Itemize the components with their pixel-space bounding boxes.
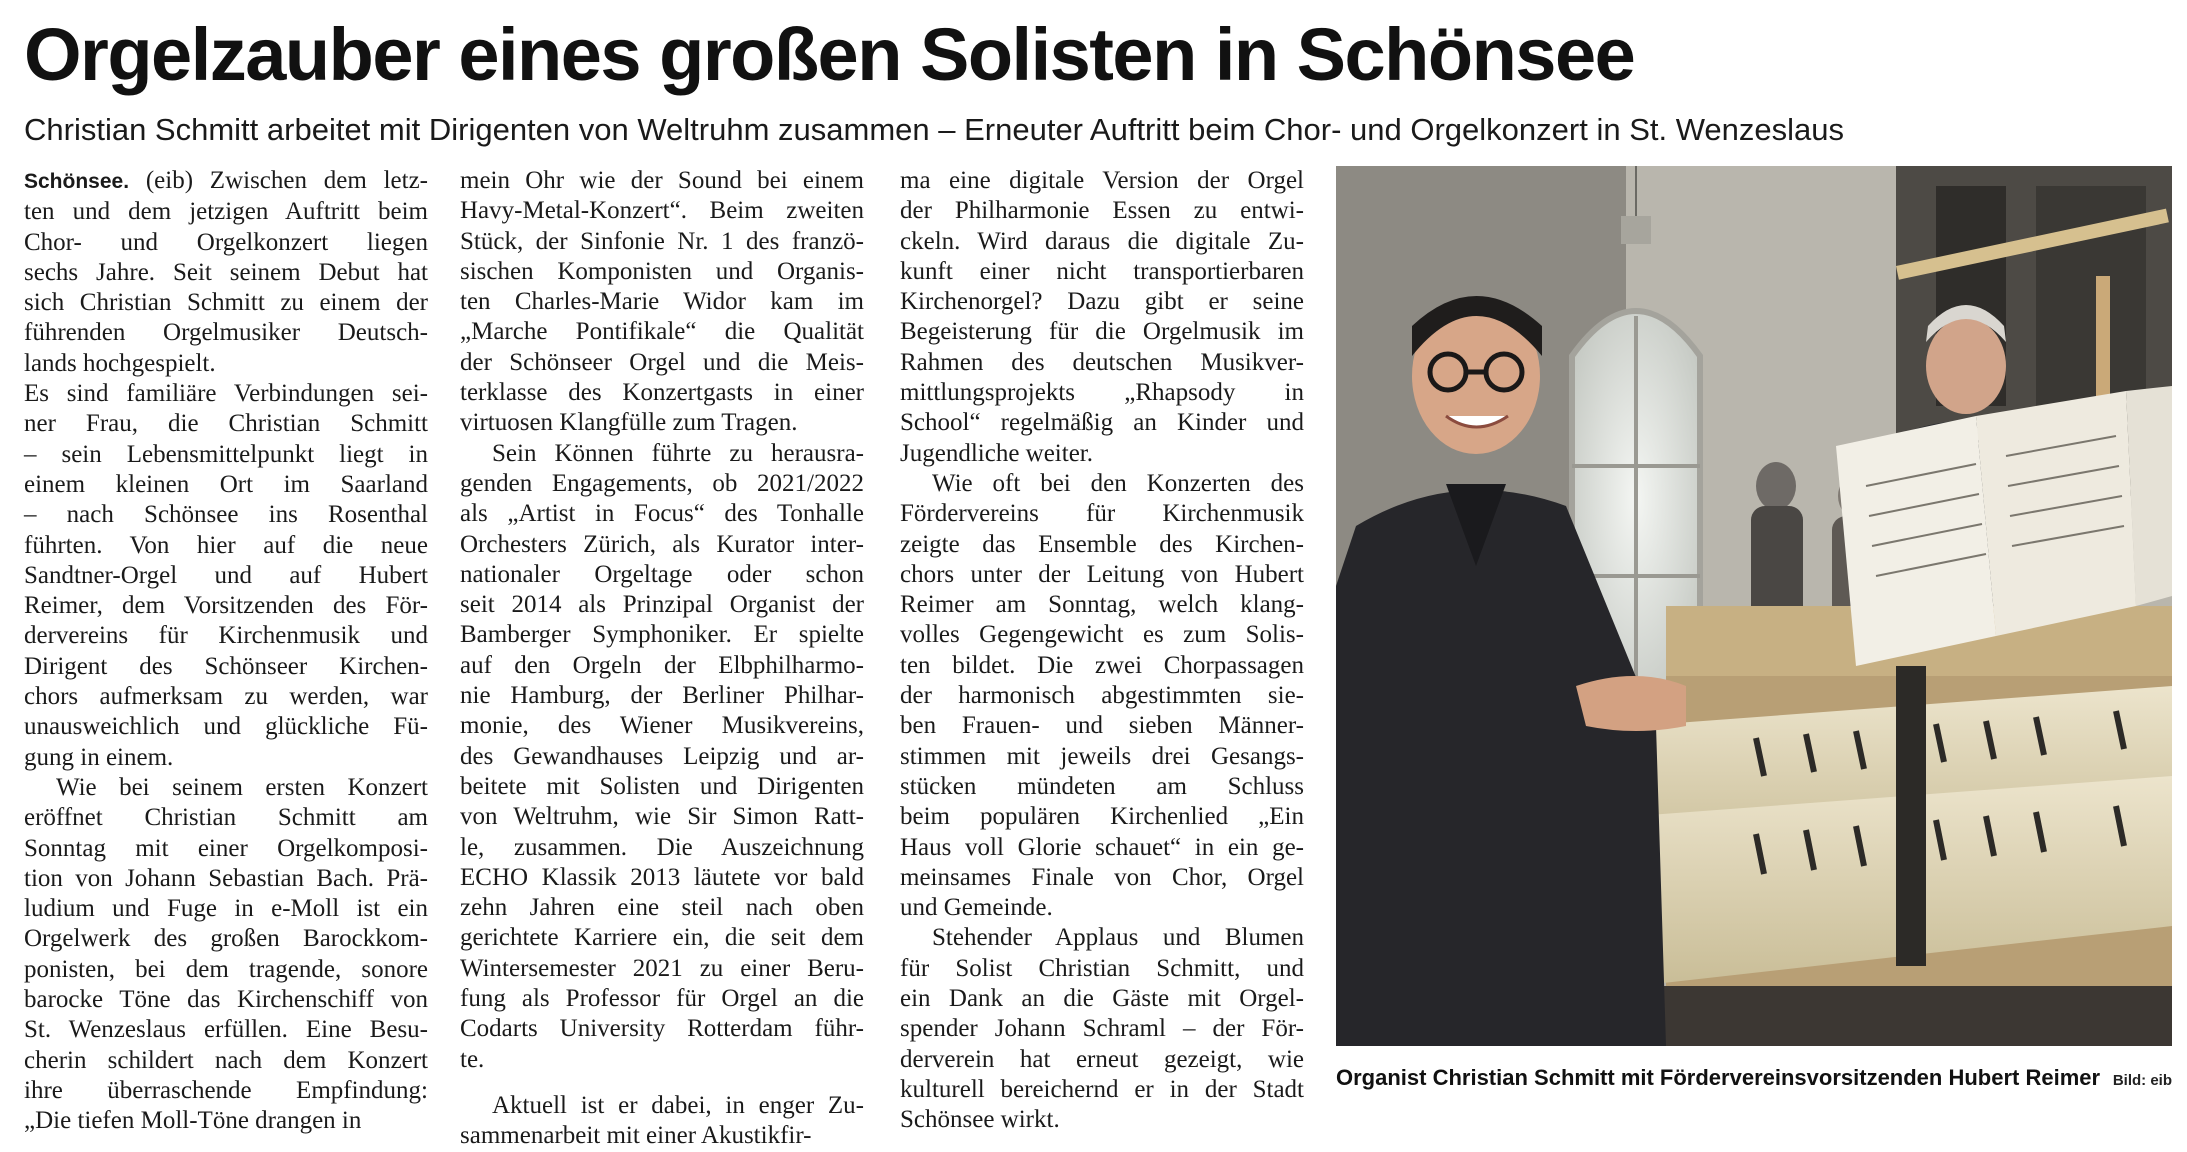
- article-line: Rahmen des deutschen Musikver-: [900, 348, 1304, 376]
- article-line: ihre überraschende Empfindung:: [24, 1076, 428, 1104]
- article-line: sich Christian Schmitt zu einem der: [24, 289, 428, 317]
- article-column-3: [900, 166, 1304, 1136]
- article-line: ein Dank an die Gäste mit Orgel-: [900, 985, 1304, 1013]
- article-line: Havy-Metal-Konzert“. Beim zweiten: [460, 197, 864, 225]
- article-line: Jugendliche weiter.: [900, 439, 1093, 467]
- article-line: ben Frauen- und sieben Männer-: [900, 712, 1304, 740]
- article-line: Dirigent des Schönseer Kirchen-: [24, 652, 428, 680]
- photo-illustration: [1336, 166, 2172, 1046]
- article-line: virtuosen Klangfülle zum Tragen.: [460, 409, 798, 437]
- article-line: sischen Komponisten und Organis-: [460, 257, 864, 285]
- article-line: ludium und Fuge in e-Moll ist ein: [24, 895, 428, 923]
- article-line: mein Ohr wie der Sound bei einem: [460, 167, 864, 194]
- article-line: stimmen mit jeweils drei Gesangs-: [900, 742, 1304, 770]
- article-line: Begeisterung für die Orgelmusik im: [900, 318, 1304, 346]
- article-line: meinsames Finale von Chor, Orgel: [900, 863, 1304, 891]
- article-line: auf den Orgeln der Elbphilharmo-: [460, 651, 864, 679]
- article-line: terklasse des Konzertgasts in einer: [460, 379, 864, 407]
- article-line: volles Gegengewicht es zum Solis-: [900, 621, 1304, 649]
- article-line: derverein hat erneut gezeigt, wie: [900, 1045, 1304, 1073]
- article-line: chors unter der Leitung von Hubert: [900, 560, 1304, 588]
- article-line: Reimer am Sonntag, welch klang-: [900, 591, 1304, 619]
- article-line: sammenarbeit mit einer Akustikfir-: [460, 1122, 812, 1150]
- article-line: lands hochgespielt.: [24, 349, 216, 377]
- article-line: spender Johann Schraml – der För-: [900, 1015, 1304, 1043]
- article-line: gerichtete Karriere ein, die seit dem: [460, 924, 864, 952]
- article-line: chors aufmerksam zu werden, war: [24, 683, 428, 711]
- article-line: le, zusammen. Die Auszeichnung: [460, 833, 864, 861]
- article-line: des Gewandhauses Leipzig und ar-: [460, 742, 864, 770]
- article-line: ma eine digitale Version der Orgel: [900, 167, 1304, 194]
- article-line: tion von Johann Sebastian Bach. Prä-: [24, 864, 428, 892]
- article-column-1: [24, 166, 428, 1137]
- article-line: Wintersemester 2021 zu einer Beru-: [460, 954, 864, 982]
- article-line: Bamberger Symphoniker. Er spielte: [460, 621, 864, 649]
- article-line: Stück, der Sinfonie Nr. 1 des franzö-: [460, 227, 864, 255]
- photo-sheet-music: [1836, 416, 1996, 666]
- article-line: ckeln. Wird daraus die digitale Zu-: [900, 227, 1304, 255]
- article-line: der Philharmonie Essen zu entwi-: [900, 197, 1304, 225]
- article-line: monie, des Wiener Musikvereins,: [460, 712, 864, 740]
- article-line: beitete mit Solisten und Dirigenten: [460, 772, 864, 800]
- article-line: der harmonisch abgestimmten sie-: [900, 682, 1304, 710]
- article-line: als „Artist in Focus“ des Tonhalle: [460, 500, 864, 528]
- article-line: Fördervereins für Kirchenmusik: [900, 500, 1304, 528]
- article-line: gung in einem.: [24, 743, 174, 771]
- article-line: dervereins für Kirchenmusik und: [24, 622, 428, 650]
- article-line: Chor- und Orgelkonzert liegen: [24, 228, 428, 256]
- photo-standing-man: [1926, 318, 2006, 414]
- article-line: seit 2014 als Prinzipal Organist der: [460, 591, 864, 619]
- article-line: ECHO Klassik 2013 läutete vor bald: [460, 863, 864, 891]
- article-line: Stehender Applaus und Blumen: [932, 924, 1304, 952]
- photo-caption-row: [1336, 1063, 2172, 1093]
- article-line: fung als Professor für Orgel an die: [460, 985, 864, 1013]
- article-line: ten bildet. Die zwei Chorpassagen: [900, 651, 1304, 679]
- article-line: und Gemeinde.: [900, 894, 1053, 922]
- article-line: kunft einer nicht transportierbaren: [900, 257, 1304, 285]
- article-line: Wie oft bei den Konzerten des: [932, 469, 1304, 497]
- article-line: – nach Schönsee ins Rosenthal: [24, 501, 428, 529]
- article-line: führten. Von hier auf die neue: [24, 531, 428, 559]
- article-photo: [1336, 166, 2172, 1046]
- article-line: mittlungsprojekts „Rhapsody in: [900, 379, 1304, 407]
- article-line: te.: [460, 1045, 485, 1073]
- article-line: Es sind familiäre Verbindungen sei-: [24, 380, 428, 408]
- article-line: cherin schildert nach dem Konzert: [24, 1046, 428, 1074]
- article-line: ten Charles-Marie Widor kam im: [460, 288, 864, 316]
- article-headline: Orgelzauber eines großen Solisten in Schönsee: [24, 13, 1635, 96]
- article-subtitle: Christian Schmitt arbeitet mit Dirigenten von Weltruhm zusammen – Erneuter Auftritt beim Chor- und Orgelkonzert in St. Wenzeslaus: [24, 112, 1844, 147]
- article-line: St. Wenzeslaus erfüllen. Eine Besu-: [24, 1016, 428, 1044]
- article-line: Kirchenorgel? Dazu gibt er seine: [900, 288, 1304, 316]
- article-line: zeigte das Ensemble des Kirchen-: [900, 530, 1304, 558]
- article-line: Codarts University Rotterdam führ-: [460, 1015, 864, 1043]
- article-line: unausweichlich und glückliche Fü-: [24, 713, 428, 741]
- article-line: sechs Jahre. Seit seinem Debut hat: [24, 258, 428, 286]
- article-column-2: [460, 166, 864, 1152]
- article-line: – sein Lebensmittelpunkt liegt in: [24, 440, 428, 468]
- article-line: „Die tiefen Moll-Töne drangen in: [24, 1107, 362, 1135]
- article-line: ten und dem jetzigen Auftritt beim: [24, 198, 428, 226]
- article-line: beim populären Kirchenlied „Ein: [900, 803, 1304, 831]
- article-line: für Solist Christian Schmitt, und: [900, 954, 1304, 982]
- article-line: Sonntag mit einer Orgelkomposi-: [24, 834, 428, 862]
- article-line: Aktuell ist er dabei, in enger Zu-: [492, 1091, 864, 1119]
- article-line: Sein Können führte zu herausra-: [492, 439, 864, 467]
- article-dateline: Schönsee.: [24, 170, 130, 193]
- article-line: stücken mündeten am Schluss: [900, 772, 1304, 800]
- article-line: Schönsee. (eib) Zwischen dem letz-: [24, 167, 428, 194]
- article-line: nationaler Orgeltage oder schon: [460, 560, 864, 588]
- article-line: School“ regelmäßig an Kinder und: [900, 409, 1304, 437]
- photo-caption: Organist Christian Schmitt mit Fördervereinsvorsitzenden Hubert Reimer: [1336, 1065, 2101, 1090]
- article-line: führenden Orgelmusiker Deutsch-: [24, 319, 428, 347]
- article-line: nie Hamburg, der Berliner Philhar-: [460, 682, 864, 710]
- article-line: der Schönseer Orgel und die Meis-: [460, 348, 864, 376]
- article-line: Haus voll Glorie schauet“ in ein ge-: [900, 833, 1304, 861]
- article-line: barocke Töne das Kirchenschiff von: [24, 986, 428, 1014]
- article-line: Orgelwerk des großen Barockkom-: [24, 925, 428, 953]
- article-line: einem kleinen Ort im Saarland: [24, 470, 428, 498]
- article-line: Sandtner-Orgel und auf Hubert: [24, 561, 428, 589]
- article-line: genden Engagements, ob 2021/2022: [460, 469, 864, 497]
- article-line: Wie bei seinem ersten Konzert: [56, 773, 428, 801]
- article-line: ner Frau, die Christian Schmitt: [24, 410, 428, 438]
- article-line: kulturell bereichernd er in der Stadt: [900, 1075, 1304, 1103]
- article-line: zehn Jahren eine steil nach oben: [460, 894, 864, 922]
- article-line: Reimer, dem Vorsitzenden des För-: [24, 592, 428, 620]
- article-line: ponisten, bei dem tragende, sonore: [24, 955, 428, 983]
- article-line: eröffnet Christian Schmitt am: [24, 804, 428, 832]
- article-line: Orchesters Zürich, als Kurator inter-: [460, 530, 864, 558]
- article-line: von Weltruhm, wie Sir Simon Ratt-: [460, 803, 864, 831]
- article-line: Schönsee wirkt.: [900, 1106, 1060, 1134]
- photo-credit: Bild: eib: [2112, 1072, 2172, 1089]
- article-line: „Marche Pontifikale“ die Qualität: [460, 318, 864, 346]
